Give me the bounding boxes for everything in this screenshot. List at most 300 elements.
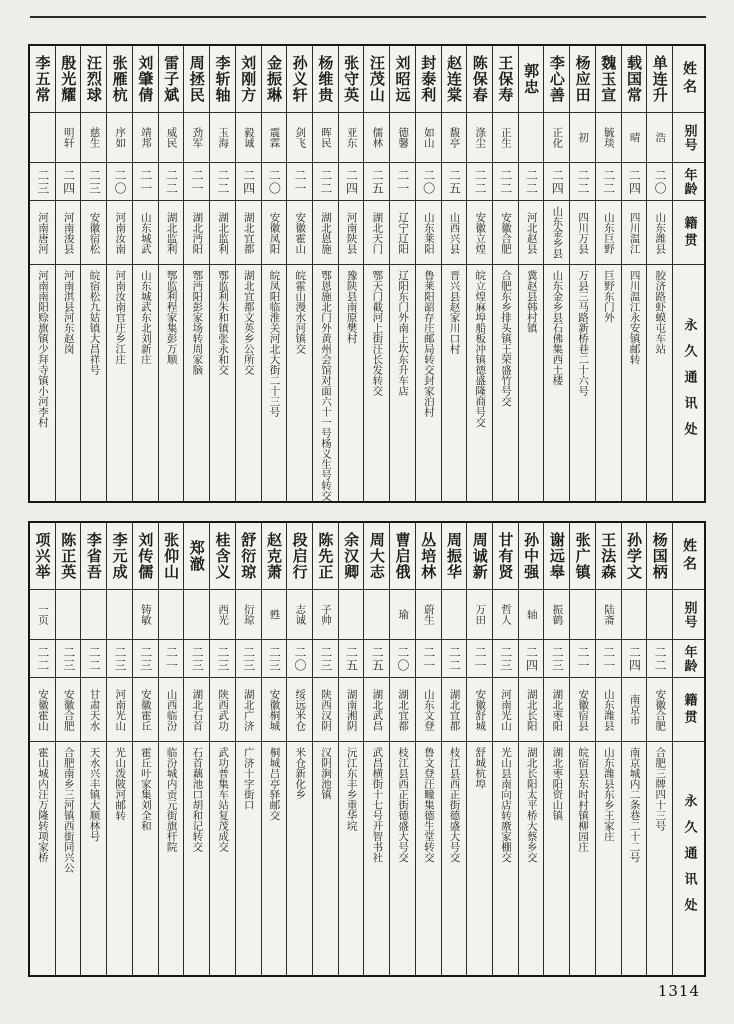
entry-name: 杨维贵 [316,55,335,103]
entry-native-cell [596,678,621,742]
entry-alias-cell [210,113,235,163]
entry-alias-cell [210,590,235,640]
entry-column [441,523,467,975]
entry-address-cell [262,742,287,975]
entry-native: 山东潍县 [602,688,615,731]
entry-column [518,523,544,975]
entry-column [261,523,287,975]
entry-column [235,523,261,975]
entry-name: 刘传儒 [136,532,155,580]
entry-name: 谢远皋 [547,532,566,580]
entry-name: 周大志 [367,532,386,580]
entry-alias-cell [647,590,672,640]
entry-alias-cell [416,590,441,640]
column-header-native [673,678,704,742]
entry-alias-cell [30,113,55,163]
entry-name-cell [364,46,389,113]
entry-native: 湖北枣阳 [551,688,564,731]
entry-address: 沅江东丰乡重华垸 [345,747,358,831]
entry-native-cell [313,678,338,742]
entry-address-cell [416,742,441,975]
entry-alias: 哲人 [499,604,512,625]
column-header-address [673,742,704,975]
entry-age-cell [184,163,209,201]
entry-native-cell [133,201,158,265]
entry-age: 二一 [575,645,590,672]
entry-alias-cell [467,590,492,640]
entry-alias: 震霖 [268,127,281,148]
entry-address-cell [519,265,544,501]
entry-address-cell [30,742,55,975]
entry-native-cell [442,678,467,742]
entry-address: 河南汝南官庄乡江庄 [114,270,127,365]
entry-age-cell [159,163,184,201]
entry-native-cell [519,678,544,742]
entry-age: 二一 [473,645,488,672]
entry-address-cell [133,742,158,975]
entry-age-cell [56,640,81,678]
entry-native: 四川万县 [577,211,590,254]
entry-column [492,523,518,975]
entry-name: 郭忠 [522,63,541,95]
entry-age: 二〇 [293,645,308,672]
entry-age: 二三 [61,645,76,672]
entry-native: 山东文登 [422,688,435,731]
entry-alias-cell [442,590,467,640]
entry-age-cell [467,163,492,201]
entry-native-cell [210,678,235,742]
entry-alias: 明轩 [62,127,75,148]
entry-name-cell [313,523,338,590]
entry-name: 舒衍琼 [239,532,258,580]
entry-alias: 晴 [628,132,641,143]
entry-age-cell [313,640,338,678]
entry-name: 段启行 [290,532,309,580]
entry-name: 金振琳 [264,55,283,103]
entry-name-cell [570,523,595,590]
entry-address: 合肥三牌四十三号 [654,747,667,831]
entry-alias-cell [519,590,544,640]
entry-age: 二五 [370,168,385,195]
entry-column [389,46,415,501]
entry-age: 二〇 [653,168,668,195]
entry-native-cell [133,678,158,742]
entry-column [621,46,647,501]
entry-native: 安徽宿松 [88,211,101,254]
entry-age: 二〇 [421,168,436,195]
entry-column [338,523,364,975]
entry-address: 光山泼陂河邮转 [114,747,127,821]
entry-address-cell [364,265,389,501]
entry-alias-cell [622,590,647,640]
entry-native-cell [493,678,518,742]
entry-column [261,46,287,501]
entry-column [569,46,595,501]
entry-age: 二〇 [395,645,410,672]
entry-alias-cell [159,590,184,640]
entry-native-cell [596,201,621,265]
entry-address-cell [442,742,467,975]
entry-address: 广济十字街口 [242,747,255,810]
entry-native-cell [442,201,467,265]
entry-native-cell [81,201,106,265]
entry-native-cell [544,201,569,265]
entry-name: 郑澈 [187,540,206,572]
entry-address-cell [159,742,184,975]
entry-age-cell [262,640,287,678]
entry-name-cell [647,46,672,113]
entry-alias: 初 [577,132,590,143]
entry-age-cell [416,163,441,201]
entry-alias: 瑜 [397,609,410,620]
entry-native: 安徽霍丘 [139,688,152,731]
entry-native-cell [493,201,518,265]
entry-alias: 馥亭 [448,127,461,148]
entry-address-cell [262,265,287,501]
entry-alias-cell [236,590,261,640]
entry-age: 二三 [498,645,513,672]
entry-name: 李心善 [547,55,566,103]
entry-address-cell [210,265,235,501]
column-header-name [673,523,704,590]
entry-age-cell [442,163,467,201]
entry-address: 桐城吕亭驿邮交 [268,747,281,821]
entry-name-cell [339,46,364,113]
entry-native-cell [30,678,55,742]
entry-name: 项兴举 [33,532,52,580]
entry-age: 二四 [524,645,539,672]
entry-name: 李五常 [33,55,52,103]
entry-address-cell [339,742,364,975]
entry-alias-cell [493,590,518,640]
entry-age-cell [416,640,441,678]
entry-native: 安徽霍山 [37,688,50,731]
entry-age: 二三 [215,645,230,672]
entry-address-cell [390,742,415,975]
header-column [672,523,704,975]
entry-age: 二五 [344,645,359,672]
entry-column [106,523,132,975]
column-header-address-label: 永久通讯处 [681,793,697,924]
entry-native-cell [287,678,312,742]
entry-native: 山东潍县 [654,211,667,254]
entry-name: 张守英 [342,55,361,103]
entry-name-cell [390,46,415,113]
entry-column [466,523,492,975]
entry-address-cell [519,742,544,975]
entry-column [595,46,621,501]
entry-age-cell [544,640,569,678]
entry-age: 二二 [601,168,616,195]
entry-native: 安徽宿县 [577,688,590,731]
entry-address-cell [467,265,492,501]
entry-alias-cell [467,113,492,163]
entry-column [132,46,158,501]
entry-address: 武功普集车站复茂成交 [217,747,230,852]
entry-name: 汪烈球 [84,55,103,103]
entry-alias-cell [262,590,287,640]
entry-name: 李元成 [110,532,129,580]
entry-address-cell [56,742,81,975]
entry-address-cell [622,742,647,975]
entry-column [363,46,389,501]
entry-native: 安徽合肥 [62,688,75,731]
entry-alias-cell [81,113,106,163]
entry-age-cell [210,163,235,201]
column-header-address [673,265,704,501]
entry-column [595,523,621,975]
entry-name-cell [416,46,441,113]
entry-native: 安徽立煌 [474,211,487,254]
entry-native-cell [30,201,55,265]
column-header-name-label: 姓名 [681,61,698,97]
entry-address-cell [107,742,132,975]
entry-column [543,523,569,975]
entry-age-cell [390,640,415,678]
entry-column [235,46,261,501]
entry-address-cell [390,265,415,501]
entry-age-cell [622,640,647,678]
entry-name: 张雁杭 [110,55,129,103]
entry-native: 河南陕县 [345,211,358,254]
entry-address: 豫陕县南原樊村 [345,270,358,344]
entry-age: 二一 [138,168,153,195]
entry-native: 绥远米仓 [294,688,307,731]
entry-age-cell [390,163,415,201]
entry-alias-cell [544,590,569,640]
entry-alias-cell [30,590,55,640]
entry-age-cell [493,163,518,201]
entry-age: 二四 [550,168,565,195]
entry-address: 石首藕池口胡和记转交 [191,747,204,852]
entry-name-cell [622,523,647,590]
entry-address: 米仓新化乡 [294,747,307,800]
entry-alias-cell [287,113,312,163]
entry-name: 刘肇倩 [136,55,155,103]
entry-address: 皖宿县东时村镇柳园庄 [577,747,590,852]
entry-native: 山东巨野 [602,211,615,254]
entry-native-cell [107,678,132,742]
entry-name: 杨应田 [573,55,592,103]
entry-age-cell [570,640,595,678]
entry-address-cell [81,265,106,501]
entry-address-cell [313,265,338,501]
entry-age-cell [184,640,209,678]
column-header-native [673,201,704,265]
entry-alias-cell [133,590,158,640]
entry-name-cell [107,523,132,590]
entry-address-cell [467,742,492,975]
entry-native-cell [81,678,106,742]
entry-native-cell [390,201,415,265]
entry-alias: 志诚 [294,604,307,625]
entry-native-cell [262,201,287,265]
entry-name: 丛培林 [419,532,438,580]
entry-alias: 序如 [114,127,127,148]
entry-native-cell [570,678,595,742]
entry-age-cell [519,640,544,678]
entry-name-cell [236,523,261,590]
entry-native-cell [467,201,492,265]
entry-age-cell [236,163,261,201]
entry-native: 山东城武 [139,211,152,254]
entry-native: 安徽桐城 [268,688,281,731]
entry-address: 皖立煌麻埠船板冲镇德盛隆商号交 [474,270,487,428]
entry-native: 湖北恩施 [319,211,332,254]
entry-address: 光山县南向店转廒家棚交 [499,747,512,863]
entry-name-cell [107,46,132,113]
entry-name: 魏玉宣 [599,55,618,103]
entry-column [312,46,338,501]
entry-native: 河南唐河 [37,211,50,254]
entry-name: 曹启俄 [393,532,412,580]
entry-column [30,523,55,975]
entry-alias-cell [287,590,312,640]
entry-native-cell [519,201,544,265]
entry-address-cell [544,265,569,501]
entry-name-cell [596,523,621,590]
entry-native: 湖北监利 [217,211,230,254]
entry-name: 单连升 [650,55,669,103]
entry-name-cell [596,46,621,113]
entry-native-cell [364,678,389,742]
entry-name-cell [442,523,467,590]
entry-age-cell [159,640,184,678]
entry-native-cell [622,678,647,742]
entry-alias-cell [339,590,364,640]
entry-address: 鲁莱阳韶存庄邮局转交封家泊村 [422,270,435,417]
entry-alias: 靖邦 [139,127,152,148]
entry-name: 陈先正 [316,532,335,580]
entry-name: 张仰山 [162,532,181,580]
entry-alias: 子帅 [319,604,332,625]
entry-native: 湖北沔阳 [191,211,204,254]
entry-address-cell [647,742,672,975]
entry-age: 二一 [164,645,179,672]
entry-name-cell [467,523,492,590]
entry-native-cell [647,678,672,742]
entry-name: 李省吾 [84,532,103,580]
entry-column [183,523,209,975]
entry-name-cell [262,46,287,113]
entry-age: 二一 [601,645,616,672]
entry-native-cell [364,201,389,265]
entry-address: 巨野东门外 [602,270,615,323]
column-header-alias-label: 别号 [681,123,697,152]
entry-address: 霍山城内汪万隆转项家桥 [37,747,50,863]
entry-alias-cell [339,113,364,163]
entry-age-cell [30,163,55,201]
entry-name: 桂含义 [213,532,232,580]
entry-age-cell [81,163,106,201]
entry-address: 河南南阳赊旗镇少拜寺镇小河李村 [37,270,50,428]
entry-column [55,523,81,975]
entry-native: 河南光山 [114,688,127,731]
column-header-name-label: 姓名 [681,538,698,574]
entry-native: 河南汝南 [114,211,127,254]
entry-native-cell [416,201,441,265]
entry-name: 杨国柄 [650,532,669,580]
entry-native: 河南光山 [499,688,512,731]
entry-address-cell [30,265,55,501]
entry-column [209,523,235,975]
entry-address-cell [570,742,595,975]
entry-address-cell [493,265,518,501]
entry-age-cell [133,640,158,678]
entry-native: 山东莱阳 [422,211,435,254]
entry-age-cell [339,163,364,201]
entry-alias-cell [390,113,415,163]
entry-native-cell [390,678,415,742]
entry-native-cell [56,201,81,265]
entry-name-cell [313,46,338,113]
entry-name-cell [210,523,235,590]
entry-age: 二二 [653,645,668,672]
entry-age: 二二 [498,168,513,195]
entry-alias-cell [56,113,81,163]
entry-name: 王保寿 [496,55,515,103]
entry-age-cell [107,163,132,201]
entry-age-cell [364,163,389,201]
entry-alias-cell [364,113,389,163]
entry-alias-cell [647,113,672,163]
entry-name-cell [210,46,235,113]
entry-alias-cell [159,113,184,163]
entry-native: 湖北宜都 [448,688,461,731]
entry-alias-cell [262,113,287,163]
entry-column [106,46,132,501]
entry-name-cell [519,46,544,113]
entry-alias-cell [56,590,81,640]
entry-native: 辽宁辽阳 [397,211,410,254]
entry-name-cell [364,523,389,590]
entry-native-cell [236,201,261,265]
entry-address: 晋兴县赵家川口村 [448,270,461,354]
entry-native: 四川温江 [628,211,641,254]
entry-name: 雷子斌 [162,55,181,103]
entry-alias: 浩 [654,132,667,143]
entry-age: 二二 [473,168,488,195]
entry-alias-cell [107,590,132,640]
entry-alias: 一页 [37,604,50,625]
entry-alias: 劲军 [191,127,204,148]
entry-alias-cell [622,113,647,163]
entry-name: 殷光耀 [59,55,78,103]
entry-name-cell [262,523,287,590]
entry-name-cell [544,46,569,113]
entry-column [209,46,235,501]
entry-alias: 陆斋 [602,604,615,625]
entry-native-cell [622,201,647,265]
entry-age: 二三 [318,645,333,672]
entry-alias-cell [184,113,209,163]
column-header-name [673,46,704,113]
entry-age: 二二 [318,168,333,195]
entry-age-cell [30,640,55,678]
entry-alias: 毓琰 [602,127,615,148]
entry-column [441,46,467,501]
entry-column [363,523,389,975]
entry-name-cell [287,523,312,590]
entry-name-cell [184,46,209,113]
entry-age: 二一 [421,645,436,672]
entry-address: 胶济路虾蟆屯车站 [654,270,667,354]
entry-column [543,46,569,501]
entry-address-cell [647,265,672,501]
entry-column [80,46,106,501]
entry-address: 鲁文登汪疃集德生堂转交 [422,747,435,863]
entry-column [158,523,184,975]
